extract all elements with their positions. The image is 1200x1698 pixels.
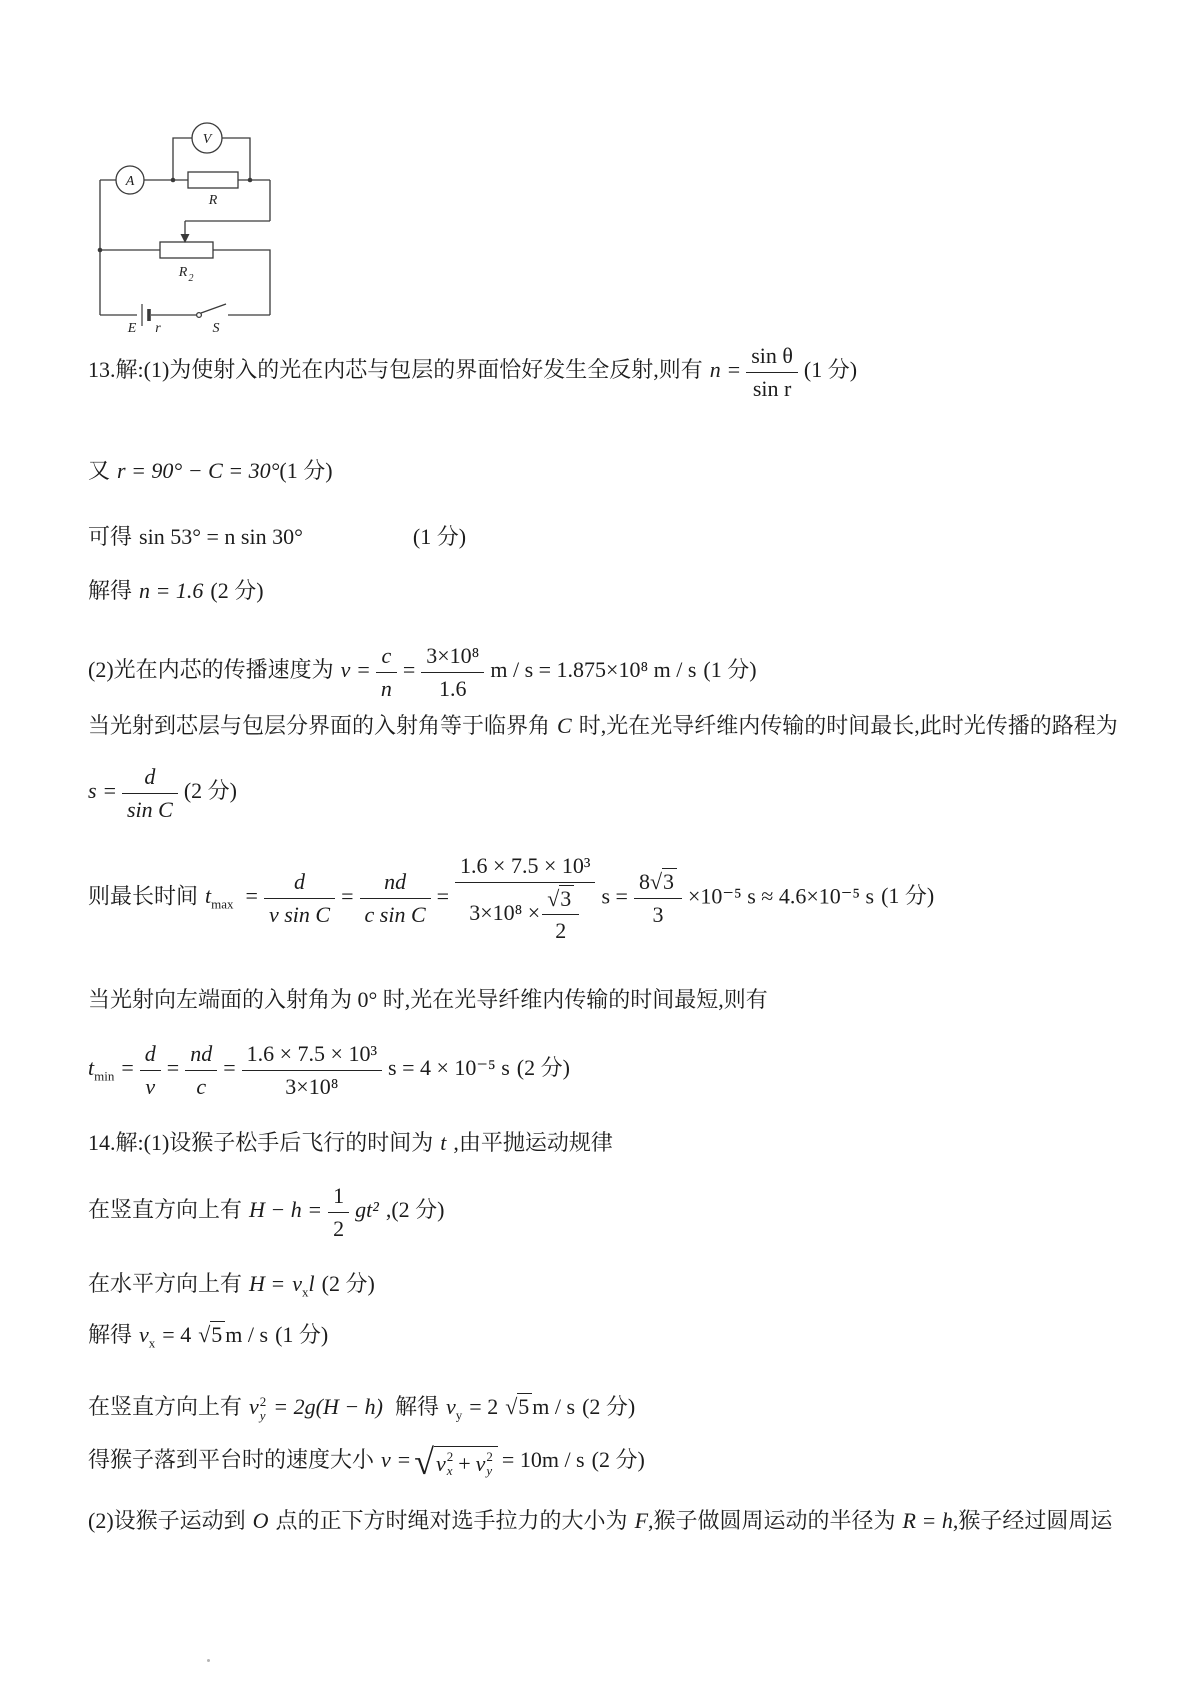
- subscript-y: y: [259, 1407, 266, 1423]
- line-13-3: [88, 523, 466, 551]
- score: (1 分): [881, 883, 935, 909]
- line-13-7: [88, 763, 237, 823]
- subscript-x: x: [302, 1284, 309, 1300]
- equals-4: = 4: [162, 1322, 192, 1347]
- var-O: O: [252, 1508, 269, 1533]
- line-13-10: [88, 1040, 570, 1100]
- rheostat-symbol: [160, 242, 213, 258]
- node-dot: [98, 248, 103, 253]
- circuit-diagram: [85, 118, 285, 336]
- ammeter-label: A: [125, 174, 135, 189]
- radicand: 5: [517, 1393, 532, 1419]
- text: 解得: [395, 1394, 440, 1419]
- equals: =: [402, 657, 416, 683]
- frac-den: 1.6: [439, 675, 467, 701]
- switch-lever: [201, 304, 226, 313]
- fraction-1-2: [328, 1182, 349, 1242]
- battery-label: E: [127, 321, 137, 336]
- equals: =: [436, 883, 450, 909]
- text: 在竖直方向上有: [88, 1197, 243, 1223]
- equation: H − h =: [249, 1197, 323, 1223]
- equation: H =: [249, 1271, 286, 1296]
- text: (2)光在内芯的传播速度为: [88, 657, 334, 683]
- line-14-3: [88, 1270, 375, 1301]
- frac-num: [542, 885, 579, 916]
- text: 当光射向左端面的入射角为 0° 时,光在光导纤维内传输的时间最短,则有: [88, 987, 768, 1012]
- radical-sign: √: [505, 1394, 518, 1419]
- var-v: v: [446, 1394, 456, 1419]
- superscript-2: 2: [259, 1394, 267, 1410]
- text: 时,光在光导纤维内传输的时间最长,此时光传播的路程为: [578, 713, 1118, 738]
- frac-num: nd: [360, 868, 431, 899]
- line-14-7: [88, 1507, 1112, 1535]
- wire-middle: [100, 250, 270, 315]
- sqrt-3: [547, 885, 574, 913]
- equals-2: = 2: [469, 1394, 499, 1419]
- frac-den: sin r: [752, 375, 792, 401]
- node-dot: [248, 178, 253, 183]
- rheostat-label: R: [178, 265, 188, 280]
- radical-sign: √: [649, 869, 663, 895]
- wire-top: [100, 180, 270, 315]
- equals: =: [121, 1055, 134, 1081]
- fraction-c-n: [376, 642, 397, 702]
- var-v: v: [292, 1271, 303, 1296]
- text: 在水平方向上有: [88, 1271, 243, 1296]
- text: ,由平抛运动规律: [453, 1130, 613, 1155]
- equation-R-h: R = h: [902, 1508, 953, 1533]
- var-v: v: [139, 1322, 149, 1347]
- sqrt-3: [650, 868, 677, 896]
- frac-num: sin θ: [746, 342, 798, 373]
- fraction-3e8-1p6: [421, 642, 484, 702]
- supsub-2-y: [486, 1450, 493, 1477]
- subscript-x: x: [148, 1335, 156, 1351]
- var-n: n: [709, 357, 721, 383]
- frac-den: sin C: [126, 796, 173, 822]
- equation: sin 53° = n sin 30°: [139, 524, 303, 549]
- voltmeter-label: V: [202, 132, 212, 147]
- text-13-1: 13.解:(1)为使射入的光在内芯与包层的界面恰好发生全反射,则有: [88, 357, 703, 383]
- line-13-1: [88, 342, 857, 402]
- text: 点的正下方时绳对选手拉力的大小为: [275, 1508, 628, 1533]
- text: 当光射到芯层与包层分界面的入射角等于临界角: [88, 713, 551, 738]
- line-13-6: [88, 712, 1118, 740]
- frac-num: 3×10⁸: [421, 642, 484, 673]
- fraction-nd-c: [185, 1040, 217, 1100]
- frac-num: nd: [185, 1040, 217, 1071]
- score: (2 分): [210, 578, 264, 603]
- fraction-sin-theta-sin-r: [746, 342, 798, 402]
- score: ,(2 分): [385, 1197, 445, 1223]
- line-13-8: [88, 852, 934, 945]
- var-t: t: [440, 1130, 447, 1155]
- frac-den: 3: [652, 901, 664, 927]
- fraction-d-vsinC: [264, 868, 335, 928]
- subscript-x: x: [446, 1462, 453, 1478]
- text: 则最长时间: [88, 883, 199, 909]
- equals: =: [245, 883, 258, 909]
- score: (2 分): [582, 1394, 636, 1419]
- equals-s: s =: [601, 883, 628, 909]
- var-v: v: [340, 657, 351, 683]
- frac-den: 3×10⁸: [285, 1073, 339, 1099]
- result: ×10⁻⁵ s ≈ 4.6×10⁻⁵ s: [688, 883, 875, 909]
- text: (2)设猴子运动到: [88, 1508, 246, 1533]
- score: (2 分): [321, 1271, 375, 1296]
- line-13-4: [88, 577, 264, 605]
- sqrt-5: [198, 1321, 225, 1349]
- superscript-2: 2: [446, 1449, 454, 1465]
- text: 解得: [88, 578, 133, 603]
- resistor-label: R: [208, 193, 218, 208]
- fraction-numeric: [242, 1040, 382, 1100]
- radicand: 5: [210, 1321, 225, 1347]
- equation: n = 1.6: [139, 578, 204, 603]
- frac-den-complex: [455, 883, 595, 945]
- equals: =: [341, 883, 354, 909]
- score: (1 分): [279, 458, 333, 483]
- text: 在竖直方向上有: [88, 1394, 243, 1419]
- frac-num: 1.6 × 7.5 × 10³: [455, 852, 595, 883]
- radical-sign: √: [414, 1442, 434, 1483]
- fraction-8sqrt3-3: [634, 868, 682, 928]
- superscript-2: 2: [486, 1449, 493, 1465]
- switch-label: S: [212, 321, 220, 336]
- var-v: v: [381, 1447, 391, 1472]
- frac-den: v: [145, 1073, 156, 1099]
- result: s = 4 × 10⁻⁵ s: [388, 1055, 510, 1081]
- equals: =: [397, 1447, 411, 1472]
- line-13-2: [88, 457, 333, 485]
- fraction-nd-csinC: [360, 868, 431, 928]
- frac-num: [634, 868, 682, 899]
- rheostat-label-sub: 2: [188, 273, 194, 284]
- text: 14.解:(1)设猴子松手后飞行的时间为: [88, 1130, 434, 1155]
- frac-den: n: [380, 675, 392, 701]
- sqrt-vx2-plus-vy2: [414, 1442, 498, 1483]
- den-text: 3×10⁸ ×: [469, 899, 541, 925]
- scan-artifact-dot: [207, 1659, 210, 1662]
- line-14-5: [88, 1393, 635, 1424]
- subscript-min: min: [94, 1068, 115, 1084]
- node-dot: [171, 178, 176, 183]
- result: m / s = 1.875×10⁸ m / s: [490, 657, 697, 683]
- fraction-d-v: [140, 1040, 161, 1100]
- line-13-9: [88, 986, 768, 1014]
- frac-den: 2: [333, 1215, 345, 1241]
- score: (1 分): [803, 357, 858, 383]
- frac-num: c: [376, 642, 397, 673]
- fraction-d-sinC: [122, 763, 178, 823]
- radicand: 3: [662, 868, 677, 894]
- text: ,猴子经过圆周运: [952, 1508, 1113, 1533]
- line-14-4: [88, 1321, 328, 1352]
- plus-sign: +: [458, 1451, 471, 1477]
- frac-num: d: [122, 763, 178, 794]
- radical-sign: √: [198, 1322, 211, 1347]
- unit: m / s: [532, 1394, 576, 1419]
- var-s: s: [88, 778, 97, 804]
- supsub-2-x: [447, 1450, 454, 1477]
- score: (1 分): [412, 524, 467, 549]
- line-14-1: [88, 1129, 613, 1157]
- fraction-sqrt3-2: [542, 885, 579, 945]
- var-gt2: gt²: [355, 1197, 379, 1223]
- equals: =: [727, 357, 741, 383]
- result: = 10m / s: [501, 1447, 585, 1472]
- frac-num: d: [264, 868, 335, 899]
- resistor-symbol: [188, 172, 238, 188]
- sqrt-5: [505, 1393, 532, 1421]
- equals: =: [166, 1055, 180, 1081]
- var-v: v: [475, 1451, 486, 1477]
- score: (1 分): [703, 657, 757, 683]
- frac-den: c sin C: [364, 901, 426, 927]
- text: 可得: [88, 524, 133, 549]
- text: 又: [88, 458, 111, 483]
- frac-num: 1: [328, 1182, 349, 1213]
- var-v: v: [435, 1451, 446, 1477]
- equation: = 2g(H − h): [273, 1394, 384, 1419]
- equals: =: [223, 1055, 236, 1081]
- line-13-5: [88, 642, 757, 702]
- var-C: C: [557, 713, 572, 738]
- subscript-max: max: [211, 896, 234, 912]
- frac-den: c: [196, 1073, 207, 1099]
- equals: =: [103, 778, 116, 804]
- var-t: t: [88, 1055, 95, 1081]
- unit: m / s: [225, 1322, 269, 1347]
- text: ,猴子做圆周运动的半径为: [648, 1508, 896, 1533]
- score: (2 分): [516, 1055, 570, 1081]
- equals: =: [357, 657, 370, 683]
- line-14-2: [88, 1182, 444, 1242]
- var-v: v: [249, 1394, 259, 1419]
- var-l: l: [308, 1271, 315, 1296]
- text: 解得: [88, 1322, 133, 1347]
- frac-num: 1.6 × 7.5 × 10³: [242, 1040, 382, 1071]
- score: (2 分): [183, 778, 237, 804]
- coefficient: 8: [638, 869, 650, 895]
- var-t: t: [205, 883, 212, 909]
- subscript-y: y: [455, 1407, 463, 1423]
- frac-den: v sin C: [268, 901, 331, 927]
- fraction-numeric-long: [455, 852, 595, 945]
- score: (1 分): [275, 1322, 329, 1347]
- var-F: F: [634, 1508, 649, 1533]
- switch-pivot: [197, 313, 202, 318]
- frac-num: d: [140, 1040, 161, 1071]
- frac-den: 2: [555, 918, 567, 943]
- supsub-2-y: [260, 1395, 267, 1422]
- equation: r = 90° − C = 30°: [117, 458, 280, 483]
- line-14-6: [88, 1442, 645, 1483]
- radicand-row: [434, 1446, 498, 1478]
- internal-resistance-label: r: [155, 321, 161, 336]
- text: 得猴子落到平台时的速度大小: [88, 1447, 375, 1472]
- subscript-y: y: [486, 1462, 493, 1478]
- score: (2 分): [591, 1447, 645, 1472]
- radical-sign: √: [547, 885, 560, 911]
- radicand: 3: [559, 885, 574, 911]
